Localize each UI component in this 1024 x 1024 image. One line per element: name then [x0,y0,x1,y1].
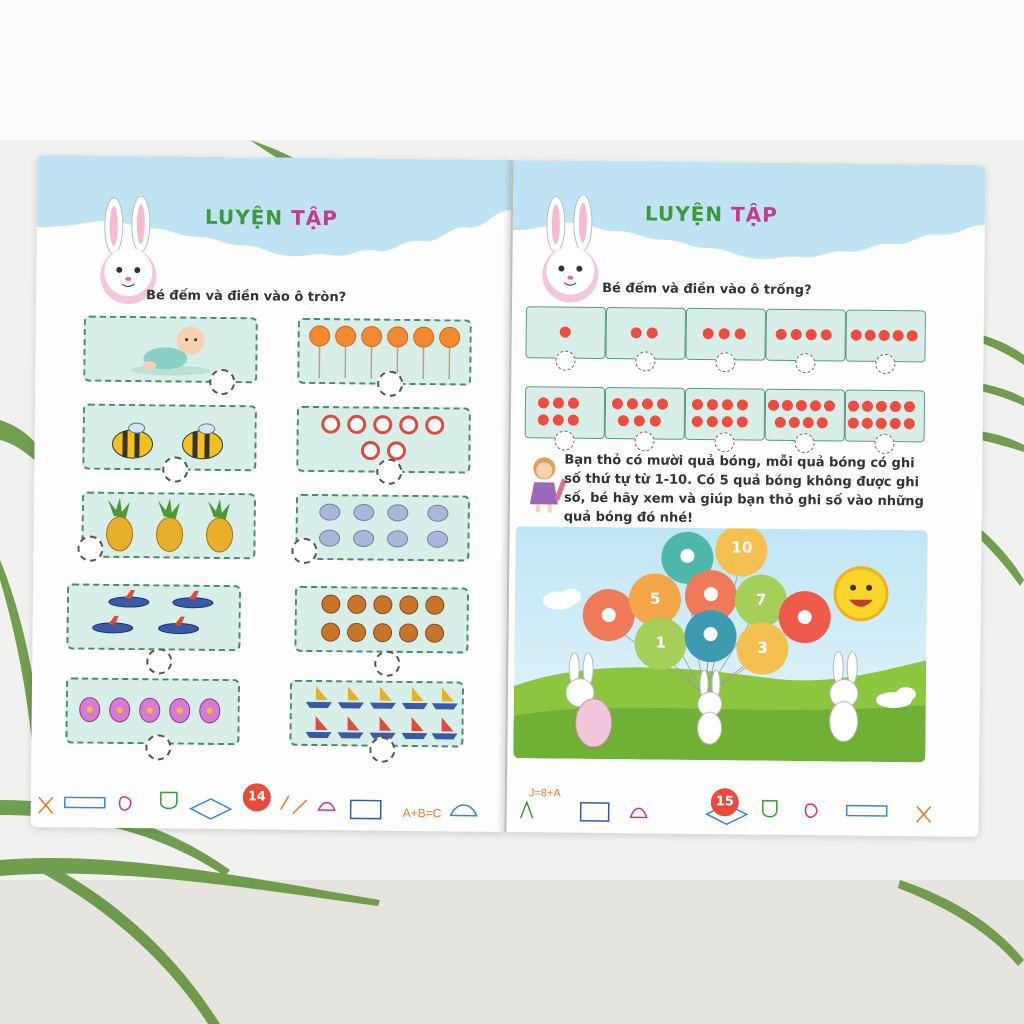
balloon-number: 1 [655,633,667,652]
answer-circle[interactable] [794,433,814,453]
count-box-clocks [296,406,471,474]
count-box-puppies [294,586,469,654]
bunny-mascot-icon [530,194,611,305]
balloon-number: 10 [731,538,753,557]
count-box-planes [66,583,241,651]
answer-circle[interactable] [635,351,655,371]
answer-circle[interactable] [146,648,172,674]
balloon-number: 7 [755,590,767,609]
left-page [31,155,512,832]
open-workbook [31,155,986,837]
answer-circle[interactable] [874,434,894,454]
answer-circle[interactable] [555,350,575,370]
answer-circle[interactable] [795,353,815,373]
count-box-bees [82,404,257,472]
pineapple-icons [83,494,254,558]
page-number: 15 [711,788,739,816]
airplane-icons [68,585,239,649]
svg-text:A+B=C: A+B=C [402,805,442,821]
instruction-text: Bé đếm và điền vào ô tròn? [145,288,347,306]
answer-circle[interactable] [162,456,188,482]
sailboat-icons [291,682,462,746]
dot-train-2 [524,386,925,456]
answer-circle[interactable] [875,354,895,374]
count-box-butterflies [65,677,240,745]
answer-circle[interactable] [209,369,235,395]
count-box-elephants [295,494,470,562]
answer-circle[interactable] [376,459,402,485]
page-title: LUYỆN TẬP [644,201,778,227]
balloon-scene-illustration [513,526,927,762]
svg-text:J=8+A: J=8+A [528,787,561,800]
answer-circle[interactable] [369,737,395,763]
answer-circle[interactable] [554,430,574,450]
balloon-number: 5 [649,589,661,608]
count-box-pineapples [81,492,256,560]
story-text: Bạn thỏ có mười quả bóng, mỗi quả bóng có ghi số thứ tự từ 1-10. Có 5 quả bóng không được ghi số, bé hãy xem và giúp bạn thỏ ghi số vào những quả bóng đó nhé! [563,452,924,526]
instruction-text: Bé đếm và điền vào ô trống? [602,280,812,299]
elephant-icons [297,496,468,560]
school-doodles-footer [506,772,979,837]
balloon-number: 3 [757,638,768,657]
answer-circle[interactable] [374,651,400,677]
count-box-boats [289,680,464,748]
puppy-icons [296,588,467,652]
page-number: 14 [243,783,271,811]
answer-circle[interactable] [291,538,317,564]
dot-train-1 [525,306,926,376]
count-box-lollipops [297,318,472,386]
answer-circle[interactable] [715,352,735,372]
page-title: LUYỆN TẬP [204,204,338,231]
butterfly-icons [67,679,238,743]
answer-circle[interactable] [77,535,103,561]
answer-circle[interactable] [145,734,171,760]
balloon-scene [513,526,927,762]
answer-circle[interactable] [634,431,654,451]
answer-circle[interactable] [377,371,403,397]
count-box-baby [83,316,258,384]
answer-circle[interactable] [714,432,734,452]
right-page [506,160,985,837]
